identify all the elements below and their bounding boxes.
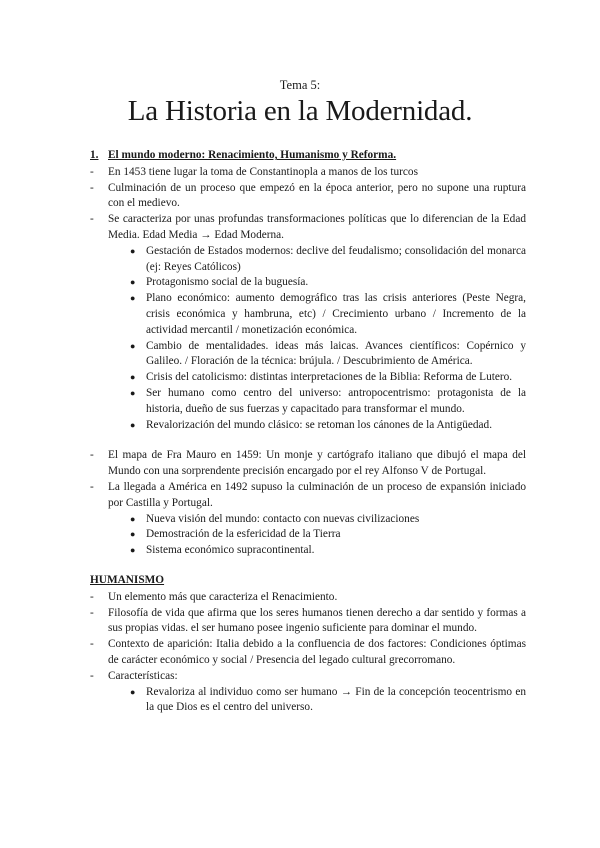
dash-mark: - bbox=[90, 449, 94, 462]
list-item: ● Plano económico: aumento demográfico tras las crisis anteriores (Peste Negra, crisis económica y hambruna, etc) / Crecimiento urbano / Incremento de la actividad mercantil / monetización económica. bbox=[130, 291, 526, 338]
paragraph: - Culminación de un proceso que empezó en la época anterior, pero no supone una ruptura con el medievo. bbox=[90, 181, 526, 213]
paragraph: - En 1453 tiene lugar la toma de Constantinopla a manos de los turcos bbox=[90, 165, 526, 181]
paragraph: - Características: bbox=[90, 669, 526, 685]
bullet-icon: ● bbox=[130, 372, 136, 383]
bullet-icon: ● bbox=[130, 529, 136, 540]
bullet-icon: ● bbox=[130, 686, 136, 697]
bullet-list bbox=[130, 512, 526, 559]
list-item: ● Demostración de la esfericidad de la Tierra bbox=[130, 527, 526, 543]
bullet-icon: ● bbox=[130, 545, 136, 556]
dash-mark: - bbox=[90, 165, 94, 178]
bullet-icon: ● bbox=[130, 340, 136, 351]
bullet-icon: ● bbox=[130, 513, 136, 524]
dash-mark: - bbox=[90, 181, 94, 194]
list-item: ● Sistema económico supracontinental. bbox=[130, 543, 526, 559]
list-item: ● Cambio de mentalidades. ideas más laicas. Avances científicos: Copérnico y Galileo. / Floración de la técnica: brújula. / Descubrimiento de América. bbox=[130, 339, 526, 371]
paragraph: - El mapa de Fra Mauro en 1459: Un monje y cartógrafo italiano que dibujó el mapa del Mundo con una sorprendente precisión encargado por el rey Alfonso V de Portugal. bbox=[90, 448, 526, 480]
spacer bbox=[90, 433, 526, 448]
dash-mark: - bbox=[90, 638, 94, 651]
dash-mark: - bbox=[90, 213, 94, 226]
bullet-icon: ● bbox=[130, 293, 136, 304]
list-item: ● Ser humano como centro del universo: antropocentrismo: protagonista de la historia, dueño de sus fuerzas y capacitado para transformar el mundo. bbox=[130, 386, 526, 418]
list-item: ● Gestación de Estados modernos: declive del feudalismo; consolidación del monarca (ej: Reyes Católicos) bbox=[130, 244, 526, 276]
section-number: 1. bbox=[90, 149, 99, 161]
list-item: ● Crisis del catolicismo: distintas interpretaciones de la Biblia: Reforma de Lutero. bbox=[130, 370, 526, 386]
dash-mark: - bbox=[90, 590, 94, 603]
list-item: ● Nueva visión del mundo: contacto con nuevas civilizaciones bbox=[130, 512, 526, 528]
list-item: ● Revalorización del mundo clásico: se retoman los cánones de la Antigüedad. bbox=[130, 418, 526, 434]
document-body bbox=[90, 148, 526, 716]
paragraph: - Filosofía de vida que afirma que los seres humanos tienen derecho a dar sentido y formas a sus propias vidas. el ser humano posee ingenio suficiente para dominar el mundo. bbox=[90, 606, 526, 638]
bullet-list bbox=[130, 685, 526, 717]
section-title: El mundo moderno: Renacimiento, Humanismo y Reforma. bbox=[108, 149, 397, 161]
bullet-icon: ● bbox=[130, 387, 136, 398]
dash-mark: - bbox=[90, 606, 94, 619]
list-item: ● Protagonismo social de la buguesía. bbox=[130, 275, 526, 291]
paragraph: - Contexto de aparición: Italia debido a la confluencia de dos factores: Condiciones óptimas de carácter económico y social / Presencia del legado cultural grecorromano. bbox=[90, 637, 526, 669]
bullet-icon: ● bbox=[130, 419, 136, 430]
dash-mark: - bbox=[90, 480, 94, 493]
list-item: ● Revaloriza al individuo como ser humano → Fin de la concepción teocentrismo en la que Dios es el centro del universo. bbox=[130, 685, 526, 717]
bullet-icon: ● bbox=[130, 245, 136, 256]
bullet-list bbox=[130, 244, 526, 434]
section-heading bbox=[90, 148, 526, 164]
page-title: La Historia en la Modernidad. bbox=[127, 95, 473, 127]
humanismo-heading: HUMANISMO bbox=[90, 573, 165, 586]
paragraph: - Se caracteriza por unas profundas transformaciones políticas que lo diferencian de la Edad Media. Edad Media → Edad Moderna. bbox=[90, 212, 526, 244]
paragraph: - La llegada a América en 1492 supuso la culminación de un proceso de expansión iniciado por Castilla y Portugal. bbox=[90, 480, 526, 512]
topic-label: Tema 5: bbox=[279, 78, 321, 92]
dash-mark: - bbox=[90, 669, 94, 682]
bullet-icon: ● bbox=[130, 277, 136, 288]
paragraph: - Un elemento más que caracteriza el Renacimiento. bbox=[90, 590, 526, 606]
